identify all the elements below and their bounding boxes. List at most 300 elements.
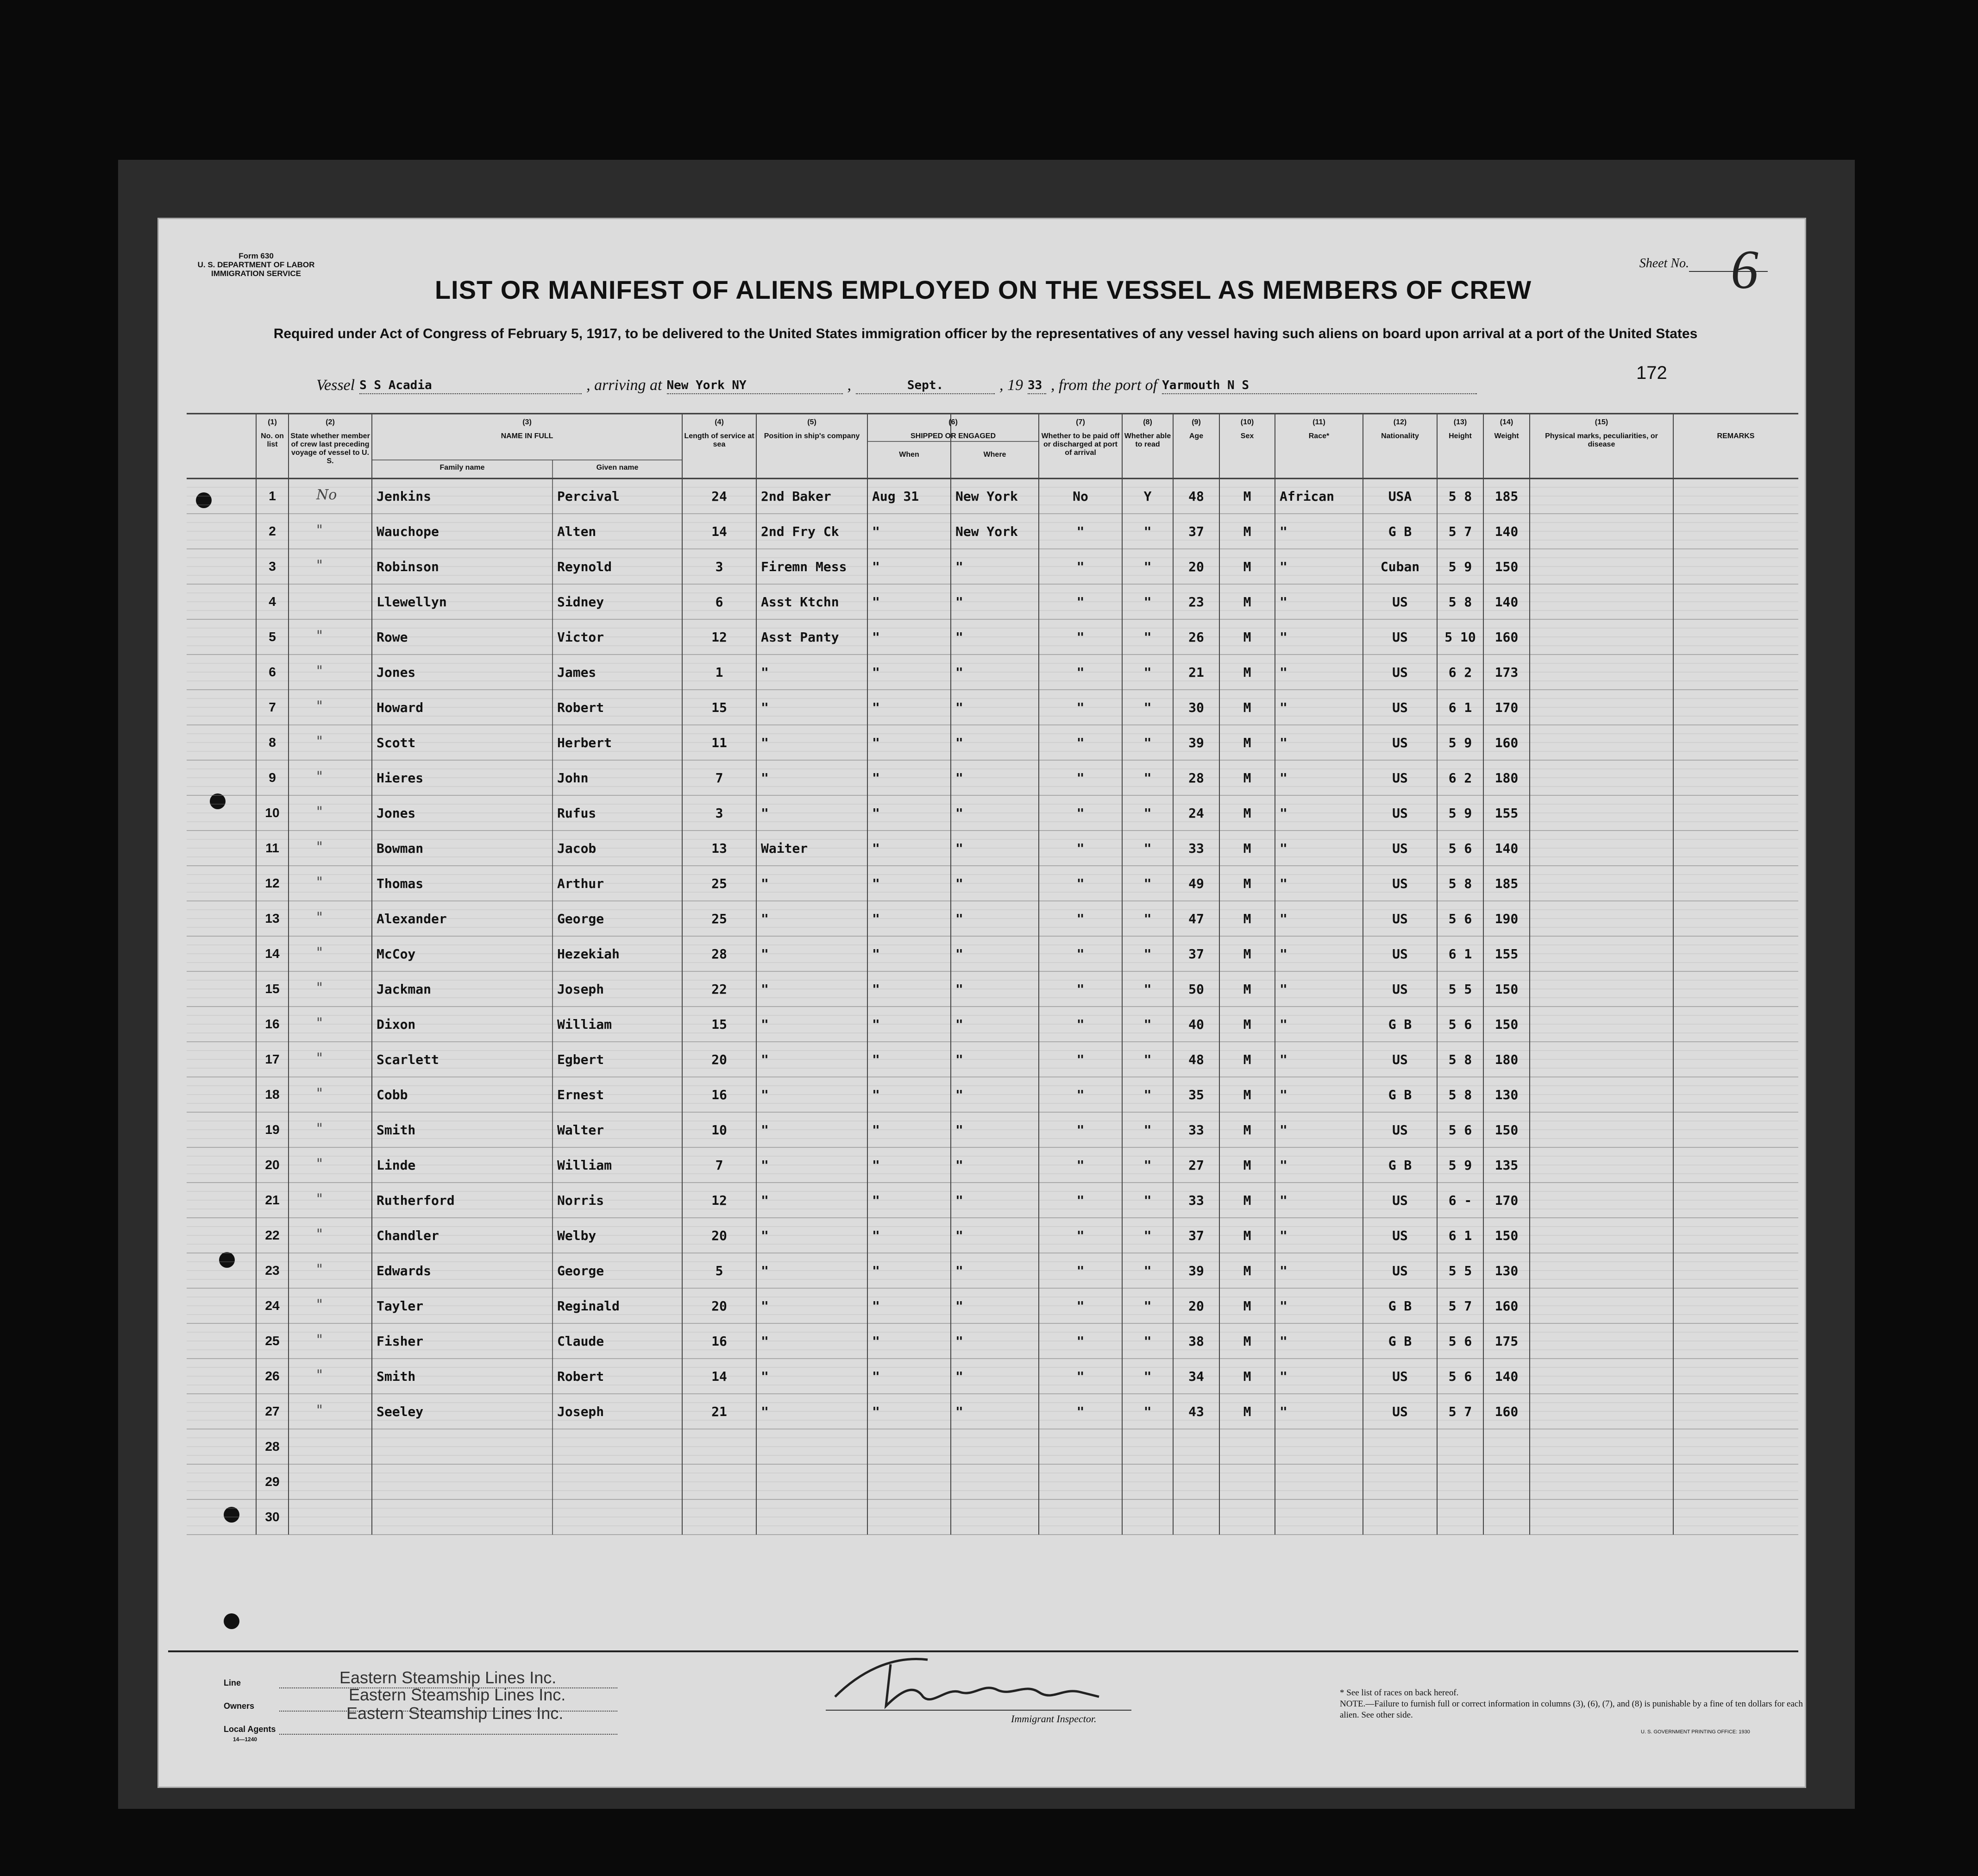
- cell-sex: M: [1243, 1369, 1251, 1384]
- previous-voyage-mark: ": [316, 522, 323, 538]
- cell-position: Asst Panty: [761, 630, 839, 645]
- from-label: , from the port of: [1051, 377, 1158, 394]
- cell-position: ": [761, 665, 769, 680]
- previous-voyage-mark: ": [316, 804, 323, 820]
- cell-position: 2nd Fry Ck: [761, 524, 839, 539]
- cell-weight: 160: [1494, 1404, 1519, 1419]
- cell-sex: M: [1243, 841, 1251, 856]
- cell-height: 5 5: [1448, 982, 1472, 997]
- cell-position: Asst Ktchn: [761, 594, 839, 610]
- cell-given: Victor: [557, 630, 604, 645]
- cell-race: ": [1280, 770, 1287, 786]
- cell-service: 21: [711, 1404, 727, 1419]
- cell-race: ": [1280, 1404, 1287, 1419]
- cell-sex: M: [1243, 911, 1251, 926]
- cell-weight: 150: [1494, 559, 1519, 574]
- row-number: 6: [269, 665, 276, 679]
- cell-nat: G B: [1388, 1334, 1412, 1349]
- cell-height: 5 6: [1448, 911, 1472, 926]
- row-number: 19: [265, 1122, 280, 1137]
- cell-family: Bowman: [377, 841, 424, 856]
- cell-height: 5 7: [1448, 524, 1472, 539]
- cell-family: Jones: [377, 806, 416, 821]
- cell-race: ": [1280, 1017, 1287, 1032]
- arrival-month: Sept.: [856, 378, 995, 394]
- cell-paid: ": [1076, 876, 1085, 891]
- cell-sex: M: [1243, 665, 1251, 680]
- column-number: (7): [1076, 418, 1085, 426]
- cell-when: ": [872, 559, 880, 574]
- cell-race: ": [1280, 1334, 1287, 1349]
- column-header: REMARKS: [1717, 432, 1755, 440]
- cell-family: Wauchope: [377, 524, 439, 539]
- cell-given: Hezekiah: [557, 946, 620, 962]
- cell-race: ": [1280, 1158, 1287, 1173]
- cell-nat: US: [1392, 594, 1408, 610]
- previous-voyage-mark: ": [316, 1050, 323, 1066]
- cell-weight: 140: [1494, 841, 1519, 856]
- shipped-where-header: Where: [983, 451, 1006, 459]
- cell-position: ": [761, 1087, 769, 1102]
- cell-read: ": [1143, 1263, 1152, 1278]
- cell-race: ": [1280, 1298, 1287, 1314]
- cell-when: ": [872, 1052, 880, 1067]
- cell-when: ": [872, 1158, 880, 1173]
- cell-weight: 140: [1494, 594, 1519, 610]
- column-number: (6): [948, 418, 958, 426]
- previous-voyage-mark: ": [316, 557, 323, 573]
- cell-when: ": [872, 665, 880, 680]
- cell-given: John: [557, 770, 589, 786]
- cell-height: 5 6: [1448, 1334, 1472, 1349]
- previous-voyage-mark: ": [316, 980, 323, 996]
- cell-sex: M: [1243, 806, 1251, 821]
- cell-nat: G B: [1388, 1158, 1412, 1173]
- row-number: 5: [269, 630, 276, 644]
- cell-nat: G B: [1388, 1087, 1412, 1102]
- cell-sex: M: [1243, 559, 1251, 574]
- cell-read: ": [1143, 770, 1152, 786]
- cell-position: ": [761, 735, 769, 750]
- cell-family: Fisher: [377, 1334, 424, 1349]
- cell-nat: US: [1392, 1122, 1408, 1138]
- cell-where: ": [955, 1334, 963, 1349]
- cell-paid: No: [1073, 489, 1088, 504]
- cell-read: ": [1143, 1017, 1152, 1032]
- column-header: Physical marks, peculiarities, or disease: [1545, 432, 1658, 448]
- cell-weight: 155: [1494, 806, 1519, 821]
- cell-where: ": [955, 559, 963, 574]
- column-header: Length of service at sea: [684, 432, 754, 448]
- previous-voyage-mark: ": [316, 1297, 323, 1313]
- cell-where: ": [955, 982, 963, 997]
- cell-given: William: [557, 1017, 612, 1032]
- row-number: 21: [265, 1193, 280, 1207]
- cell-where: ": [955, 1052, 963, 1067]
- column-header: NAME IN FULL: [501, 432, 553, 440]
- cell-service: 14: [711, 1369, 727, 1384]
- cell-family: Howard: [377, 700, 424, 715]
- cell-paid: ": [1076, 630, 1085, 645]
- cell-sex: M: [1243, 489, 1251, 504]
- cell-when: ": [872, 1298, 880, 1314]
- cell-family: Rowe: [377, 630, 408, 645]
- cell-height: 5 6: [1448, 1369, 1472, 1384]
- cell-when: ": [872, 876, 880, 891]
- cell-weight: 160: [1494, 1298, 1519, 1314]
- cell-where: ": [955, 770, 963, 786]
- cell-given: Joseph: [557, 1404, 604, 1419]
- cell-where: ": [955, 1228, 963, 1243]
- cell-height: 5 8: [1448, 1087, 1472, 1102]
- row-number: 27: [265, 1404, 280, 1418]
- cell-sex: M: [1243, 1263, 1251, 1278]
- cell-given: Robert: [557, 700, 604, 715]
- cell-height: 5 9: [1448, 1158, 1472, 1173]
- cell-when: ": [872, 1334, 880, 1349]
- cell-where: ": [955, 841, 963, 856]
- cell-height: 6 2: [1448, 665, 1472, 680]
- cell-service: 16: [711, 1334, 727, 1349]
- cell-age: 23: [1188, 594, 1204, 610]
- cell-paid: ": [1076, 1122, 1085, 1138]
- column-number: (11): [1312, 418, 1325, 426]
- previous-voyage-mark: ": [316, 663, 323, 679]
- cell-paid: ": [1076, 770, 1085, 786]
- cell-read: ": [1143, 1087, 1152, 1102]
- cell-read: ": [1143, 946, 1152, 962]
- cell-paid: ": [1076, 1193, 1085, 1208]
- cell-position: ": [761, 1158, 769, 1173]
- cell-nat: US: [1392, 1228, 1408, 1243]
- shipped-when-header: When: [899, 451, 919, 459]
- cell-given: George: [557, 911, 604, 926]
- owners-label: Owners: [224, 1701, 255, 1711]
- cell-nat: US: [1392, 1193, 1408, 1208]
- cell-service: 6: [715, 594, 723, 610]
- previous-voyage-mark: ": [316, 1085, 323, 1102]
- cell-age: 26: [1188, 630, 1204, 645]
- cell-age: 20: [1188, 1298, 1204, 1314]
- cell-paid: ": [1076, 1052, 1085, 1067]
- row-number: 28: [265, 1439, 280, 1454]
- column-number: (4): [715, 418, 724, 426]
- cell-read: ": [1143, 665, 1152, 680]
- cell-nat: US: [1392, 770, 1408, 786]
- cell-paid: ": [1076, 1228, 1085, 1243]
- cell-race: ": [1280, 594, 1287, 610]
- cell-family: Dixon: [377, 1017, 416, 1032]
- cell-paid: ": [1076, 982, 1085, 997]
- cell-nat: US: [1392, 841, 1408, 856]
- cell-given: Rufus: [557, 806, 597, 821]
- column-number: (2): [326, 418, 335, 426]
- row-number: 26: [265, 1369, 280, 1383]
- column-number: (5): [807, 418, 816, 426]
- cell-race: ": [1280, 630, 1287, 645]
- row-number: 12: [265, 876, 280, 890]
- cell-sex: M: [1243, 1298, 1251, 1314]
- cell-read: ": [1143, 911, 1152, 926]
- cell-age: 39: [1188, 735, 1204, 750]
- cell-service: 20: [711, 1228, 727, 1243]
- cell-given: Reynold: [557, 559, 612, 574]
- cell-where: ": [955, 876, 963, 891]
- cell-service: 1: [715, 665, 723, 680]
- cell-family: Scarlett: [377, 1052, 439, 1067]
- cell-paid: ": [1076, 735, 1085, 750]
- vessel-name: S S Acadia: [359, 378, 582, 394]
- cell-position: ": [761, 1369, 769, 1384]
- cell-height: 6 -: [1448, 1193, 1472, 1208]
- cell-sex: M: [1243, 700, 1251, 715]
- cell-race: ": [1280, 876, 1287, 891]
- cell-weight: 170: [1494, 700, 1519, 715]
- line-label: Line: [224, 1678, 241, 1687]
- cell-sex: M: [1243, 524, 1251, 539]
- column-header: Sex: [1240, 432, 1254, 440]
- cell-height: 5 9: [1448, 806, 1472, 821]
- cell-age: 39: [1188, 1263, 1204, 1278]
- cell-service: 16: [711, 1087, 727, 1102]
- cell-race: African: [1280, 489, 1335, 504]
- cell-paid: ": [1076, 841, 1085, 856]
- cell-when: ": [872, 1017, 880, 1032]
- cell-given: Welby: [557, 1228, 597, 1243]
- cell-where: ": [955, 1087, 963, 1102]
- cell-sex: M: [1243, 1052, 1251, 1067]
- cell-where: ": [955, 1158, 963, 1173]
- row-number: 1: [269, 489, 276, 503]
- cell-race: ": [1280, 982, 1287, 997]
- cell-service: 15: [711, 700, 727, 715]
- cell-age: 34: [1188, 1369, 1204, 1384]
- cell-sex: M: [1243, 1158, 1251, 1173]
- cell-race: ": [1280, 946, 1287, 962]
- cell-family: Jones: [377, 665, 416, 680]
- cell-position: ": [761, 806, 769, 821]
- cell-where: ": [955, 911, 963, 926]
- row-number: 23: [265, 1263, 280, 1278]
- previous-voyage-mark: ": [316, 768, 323, 785]
- row-number: 10: [265, 806, 280, 820]
- row-number: 17: [265, 1052, 280, 1066]
- cell-race: ": [1280, 1087, 1287, 1102]
- cell-height: 6 1: [1448, 700, 1472, 715]
- cell-where: ": [955, 1404, 963, 1419]
- cell-read: ": [1143, 594, 1152, 610]
- cell-nat: G B: [1388, 1017, 1412, 1032]
- cell-sex: M: [1243, 946, 1251, 962]
- cell-age: 21: [1188, 665, 1204, 680]
- cell-family: Smith: [377, 1122, 416, 1138]
- cell-age: 33: [1188, 1193, 1204, 1208]
- cell-race: ": [1280, 665, 1287, 680]
- cell-service: 7: [715, 1158, 723, 1173]
- cell-service: 5: [715, 1263, 723, 1278]
- row-number: 3: [269, 559, 276, 573]
- cell-weight: 185: [1494, 876, 1519, 891]
- arriving-port: New York NY: [667, 378, 843, 394]
- cell-when: ": [872, 911, 880, 926]
- cell-nat: US: [1392, 1369, 1408, 1384]
- cell-given: James: [557, 665, 597, 680]
- column-header: Height: [1449, 432, 1472, 440]
- cell-nat: US: [1392, 665, 1408, 680]
- cell-height: 5 6: [1448, 1122, 1472, 1138]
- signature-line: [826, 1710, 1131, 1711]
- previous-voyage-mark: ": [316, 1015, 323, 1031]
- cell-height: 6 2: [1448, 770, 1472, 786]
- form-number: Form 630: [239, 252, 274, 260]
- cell-family: Rutherford: [377, 1193, 455, 1208]
- cell-family: Linde: [377, 1158, 416, 1173]
- cell-family: Alexander: [377, 911, 447, 926]
- cell-race: ": [1280, 1369, 1287, 1384]
- agents-rule: [279, 1734, 617, 1735]
- cell-given: Sidney: [557, 594, 604, 610]
- cell-when: ": [872, 1263, 880, 1278]
- cell-given: Norris: [557, 1193, 604, 1208]
- cell-family: Jenkins: [377, 489, 432, 504]
- from-port: Yarmouth N S: [1162, 378, 1477, 394]
- cell-paid: ": [1076, 911, 1085, 926]
- cell-position: ": [761, 1334, 769, 1349]
- page-subtitle: Required under Act of Congress of February 5, 1917, to be delivered to the United States immigration officer by the representatives of any vessel having such aliens on board upon arrival at a port of the United States: [273, 326, 1698, 341]
- cell-paid: ": [1076, 665, 1085, 680]
- column-number: (1): [268, 418, 277, 426]
- column-number: (12): [1393, 418, 1407, 426]
- previous-voyage-mark: ": [316, 1191, 323, 1207]
- cell-weight: 160: [1494, 630, 1519, 645]
- cell-when: ": [872, 524, 880, 539]
- cell-given: William: [557, 1158, 612, 1173]
- cell-service: 22: [711, 982, 727, 997]
- cell-age: 24: [1188, 806, 1204, 821]
- cell-service: 11: [711, 735, 727, 750]
- previous-voyage-mark: ": [316, 628, 323, 644]
- cell-age: 35: [1188, 1087, 1204, 1102]
- cell-paid: ": [1076, 594, 1085, 610]
- cell-when: ": [872, 1087, 880, 1102]
- previous-voyage-mark: ": [316, 1261, 323, 1278]
- cell-paid: ": [1076, 1369, 1085, 1384]
- sheet-number: 6: [1731, 239, 1758, 300]
- cell-weight: 175: [1494, 1334, 1519, 1349]
- cell-read: ": [1143, 876, 1152, 891]
- cell-weight: 150: [1494, 1122, 1519, 1138]
- cell-when: ": [872, 735, 880, 750]
- previous-voyage-mark: ": [316, 874, 323, 890]
- previous-voyage-mark: No: [316, 487, 337, 503]
- inspector-label: Immigrant Inspector.: [1011, 1713, 1097, 1725]
- row-number: 8: [269, 735, 276, 749]
- cell-nat: US: [1392, 735, 1408, 750]
- previous-voyage-mark: ": [316, 944, 323, 961]
- cell-read: ": [1143, 524, 1152, 539]
- race-note: * See list of races on back hereof.: [1340, 1688, 1459, 1698]
- cell-weight: 155: [1494, 946, 1519, 962]
- penalty-note: NOTE.—Failure to furnish full or correct information in columns (3), (6), (7), and (8) is punishable by a fine of ten dollars for each alien. See other side.: [1340, 1699, 1803, 1720]
- cell-given: Egbert: [557, 1052, 604, 1067]
- cell-sex: M: [1243, 982, 1251, 997]
- cell-age: 40: [1188, 1017, 1204, 1032]
- cell-when: ": [872, 700, 880, 715]
- row-number: 22: [265, 1228, 280, 1242]
- cell-service: 13: [711, 841, 727, 856]
- cell-where: ": [955, 1369, 963, 1384]
- cell-given: Alten: [557, 524, 597, 539]
- cell-nat: US: [1392, 1404, 1408, 1419]
- column-header: Position in ship's company: [764, 432, 860, 440]
- form-code: 14—1240: [233, 1736, 257, 1743]
- cell-service: 14: [711, 524, 727, 539]
- cell-weight: 190: [1494, 911, 1519, 926]
- column-number: (8): [1143, 418, 1152, 426]
- cell-where: ": [955, 1298, 963, 1314]
- cell-when: ": [872, 1228, 880, 1243]
- previous-voyage-mark: ": [316, 1367, 323, 1383]
- previous-voyage-mark: ": [316, 1226, 323, 1242]
- cell-race: ": [1280, 911, 1287, 926]
- cell-position: ": [761, 1193, 769, 1208]
- cell-age: 38: [1188, 1334, 1204, 1349]
- cell-nat: US: [1392, 946, 1408, 962]
- cell-race: ": [1280, 735, 1287, 750]
- cell-sex: M: [1243, 770, 1251, 786]
- cell-service: 25: [711, 876, 727, 891]
- cell-age: 48: [1188, 489, 1204, 504]
- cell-when: ": [872, 946, 880, 962]
- cell-read: ": [1143, 1369, 1152, 1384]
- cell-height: 5 10: [1444, 630, 1476, 645]
- cell-service: 24: [711, 489, 727, 504]
- arrival-year: 33: [1028, 378, 1046, 394]
- cell-weight: 130: [1494, 1087, 1519, 1102]
- cell-given: Ernest: [557, 1087, 604, 1102]
- cell-position: ": [761, 911, 769, 926]
- cell-family: McCoy: [377, 946, 416, 962]
- cell-age: 28: [1188, 770, 1204, 786]
- cell-position: ": [761, 770, 769, 786]
- cell-read: ": [1143, 559, 1152, 574]
- column-header: Nationality: [1381, 432, 1419, 440]
- cell-when: ": [872, 982, 880, 997]
- inspector-signature: [821, 1646, 1145, 1715]
- row-number: 20: [265, 1158, 280, 1172]
- cell-weight: 150: [1494, 1228, 1519, 1243]
- row-number: 13: [265, 911, 280, 925]
- cell-nat: US: [1392, 1263, 1408, 1278]
- previous-voyage-mark: ": [316, 1402, 323, 1418]
- cell-read: ": [1143, 700, 1152, 715]
- cell-age: 50: [1188, 982, 1204, 997]
- cell-weight: 140: [1494, 1369, 1519, 1384]
- cell-family: Tayler: [377, 1298, 424, 1314]
- cell-paid: ": [1076, 1404, 1085, 1419]
- cell-where: ": [955, 735, 963, 750]
- cell-given: Herbert: [557, 735, 612, 750]
- cell-where: ": [955, 630, 963, 645]
- column-header: Whether able to read: [1124, 432, 1171, 448]
- cell-paid: ": [1076, 946, 1085, 962]
- cell-given: Walter: [557, 1122, 604, 1138]
- cell-age: 43: [1188, 1404, 1204, 1419]
- cell-where: ": [955, 1017, 963, 1032]
- column-header: Whether to be paid off or discharged at port of arrival: [1041, 432, 1120, 457]
- year-prefix: , 19: [999, 377, 1023, 394]
- cell-age: 37: [1188, 1228, 1204, 1243]
